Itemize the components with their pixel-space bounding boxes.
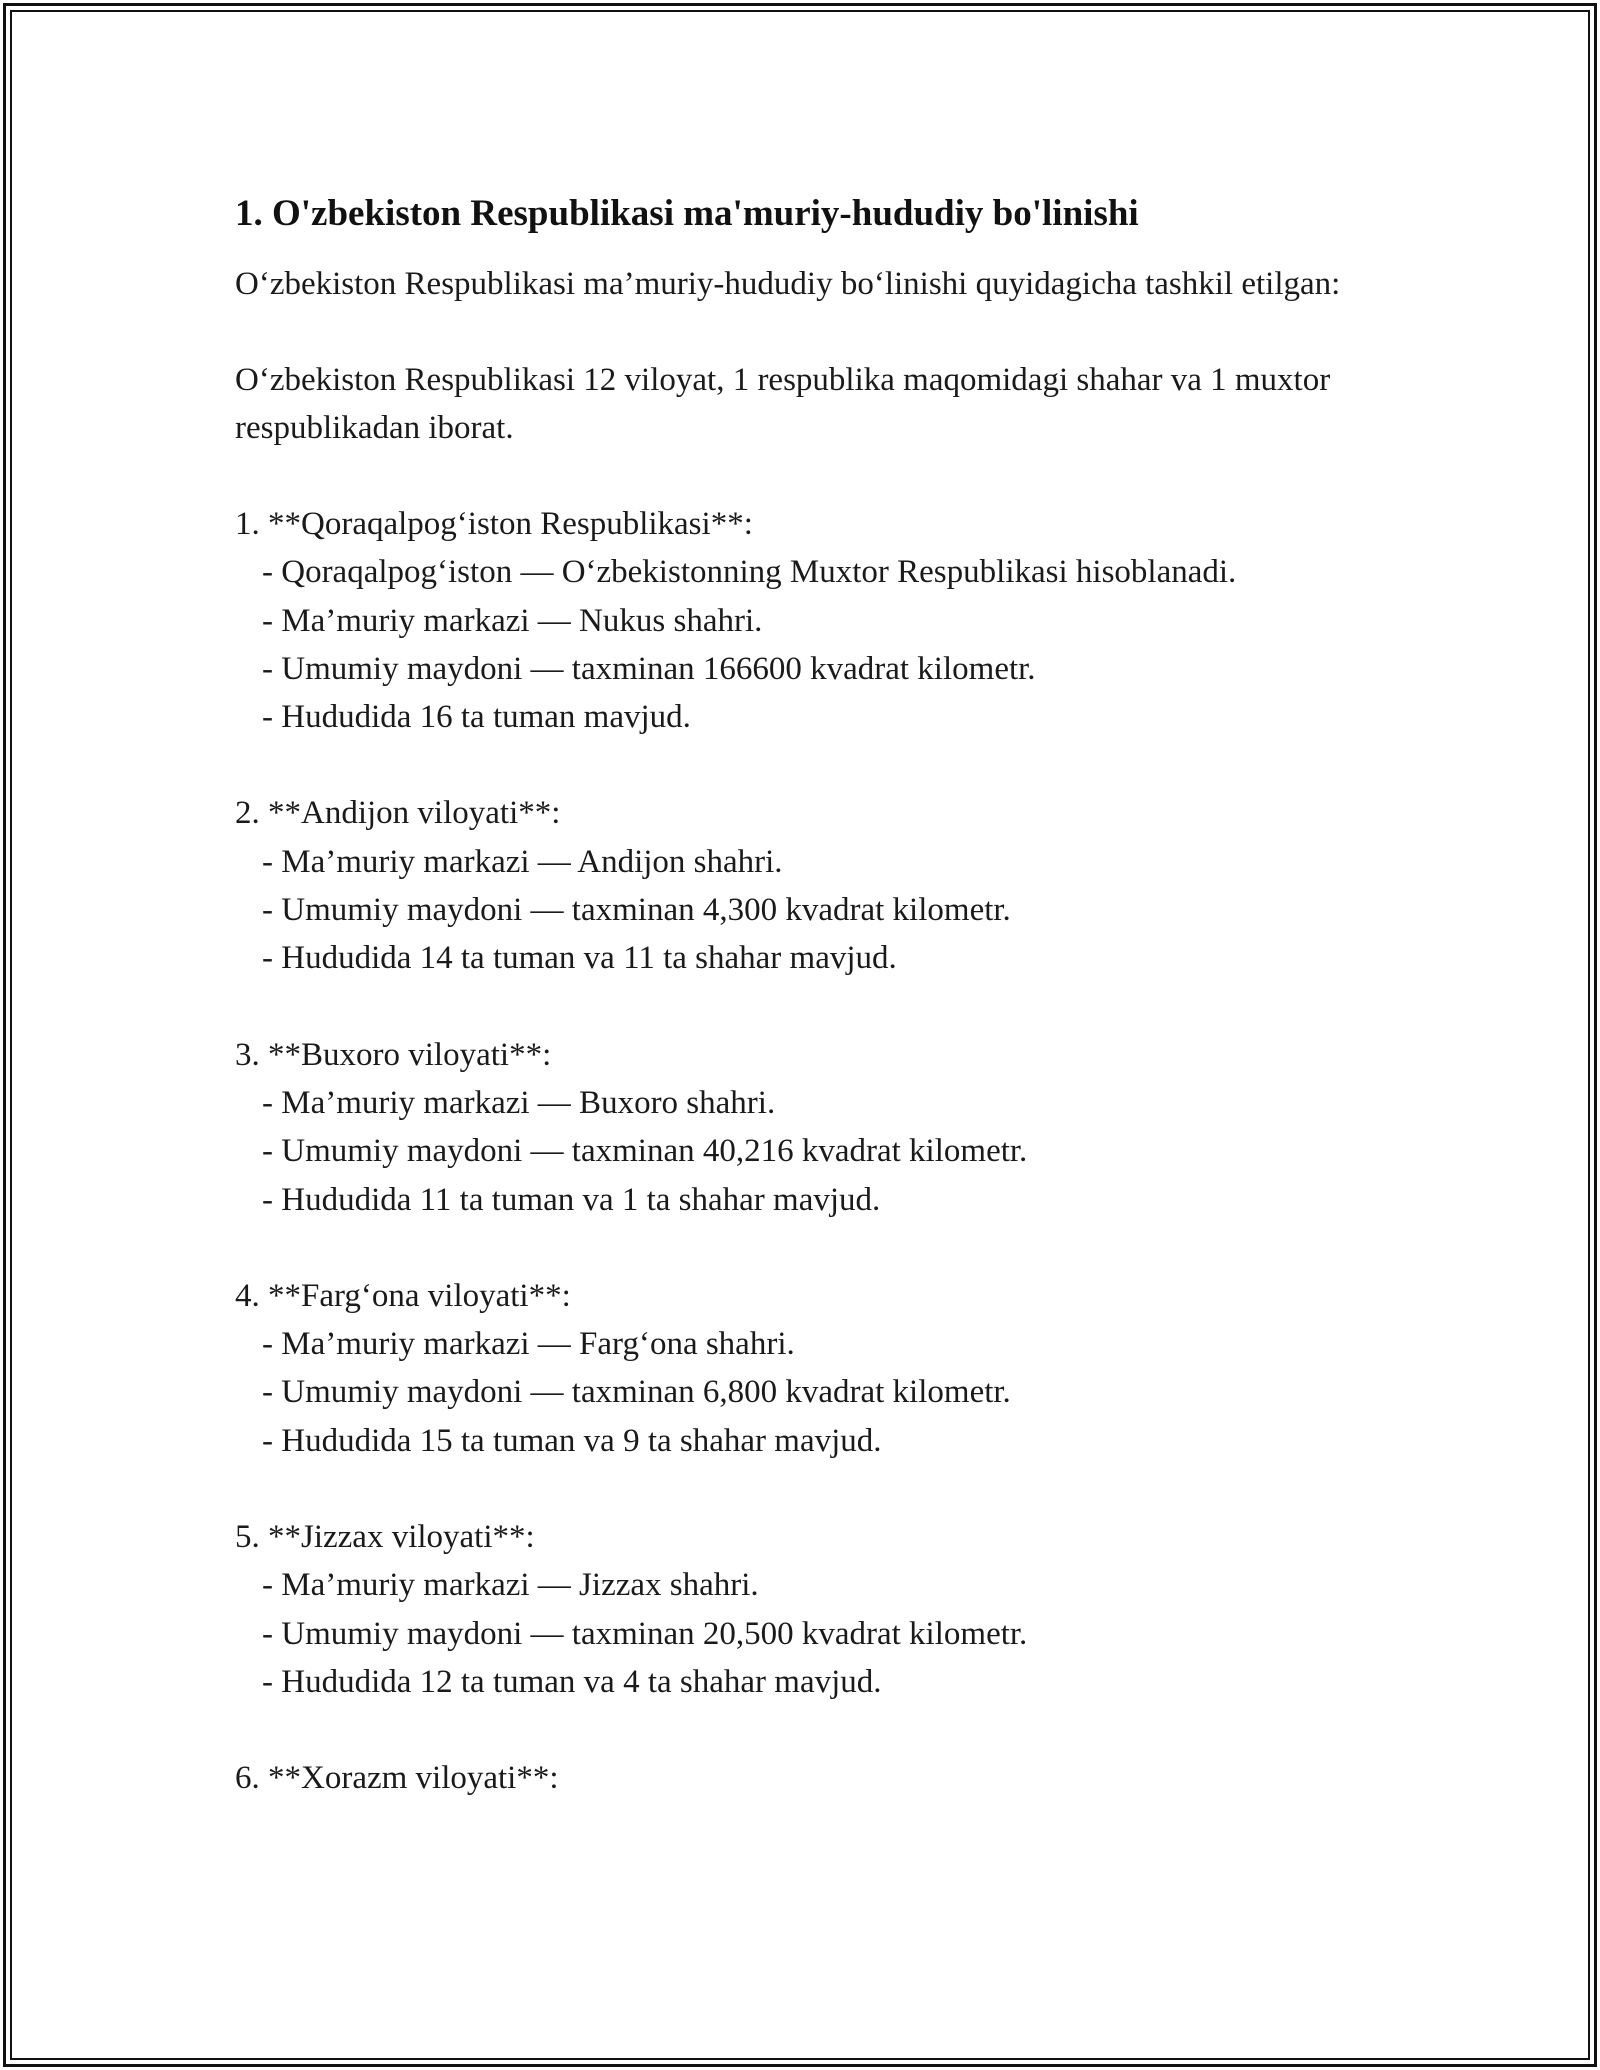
document-title: 1. O'zbekiston Respublikasi ma'muriy-hududiy bo'linishi [235, 193, 1139, 234]
region-detail-line: - Umumiy maydoni — taxminan 20,500 kvadrat kilometr. [262, 1615, 1028, 1652]
region-detail-line: - Hududida 16 ta tuman mavjud. [262, 699, 691, 736]
region-detail-line: - Umumiy maydoni — taxminan 40,216 kvadrat kilometr. [262, 1133, 1028, 1170]
summary-paragraph: O‘zbekiston Respublikasi 12 viloyat, 1 respublika maqomidagi shahar va 1 muxtor respublikadan iborat. [235, 362, 1331, 446]
region-item [235, 500, 1385, 741]
region-detail-line: - Hududida 15 ta tuman va 9 ta shahar mavjud. [262, 1422, 882, 1459]
region-detail-line: - Ma’muriy markazi — Andijon shahri. [262, 843, 783, 880]
region-item [235, 1754, 1385, 1802]
region-detail-line: - Hududida 12 ta tuman va 4 ta shahar mavjud. [262, 1663, 882, 1700]
region-heading: 1. **Qoraqalpog‘iston Respublikasi**: [235, 506, 753, 542]
region-detail-line: - Umumiy maydoni — taxminan 4,300 kvadrat kilometr. [262, 892, 1011, 929]
region-detail-line: - Hududida 11 ta tuman va 1 ta shahar mavjud. [262, 1181, 881, 1218]
region-item [235, 1513, 1385, 1706]
document-body [235, 188, 1385, 1803]
region-item [235, 789, 1385, 982]
region-item [235, 1272, 1385, 1465]
region-detail-line: - Hududida 14 ta tuman va 11 ta shahar mavjud. [262, 940, 897, 977]
region-heading: 6. **Xorazm viloyati**: [235, 1760, 559, 1797]
region-detail-line: - Umumiy maydoni — taxminan 6,800 kvadrat kilometr. [262, 1374, 1011, 1411]
region-detail-line: - Ma’muriy markazi — Farg‘ona shahri. [262, 1326, 795, 1363]
intro-paragraph: O‘zbekiston Respublikasi ma’muriy-hududiy bo‘linishi quyidagicha tashkil etilgan: [235, 266, 1341, 302]
region-heading: 2. **Andijon viloyati**: [235, 795, 561, 832]
region-heading: 4. **Farg‘ona viloyati**: [235, 1277, 571, 1314]
region-detail-line: - Ma’muriy markazi — Buxoro shahri. [262, 1084, 776, 1121]
region-detail-line: - Ma’muriy markazi — Jizzax shahri. [262, 1567, 759, 1604]
region-heading: 3. **Buxoro viloyati**: [235, 1036, 552, 1073]
region-detail-line: - Ma’muriy markazi — Nukus shahri. [262, 602, 763, 639]
region-detail-line: - Umumiy maydoni — taxminan 166600 kvadrat kilometr. [262, 650, 1036, 687]
region-item [235, 1031, 1385, 1224]
region-heading: 5. **Jizzax viloyati**: [235, 1519, 535, 1556]
region-detail-line: - Qoraqalpog‘iston — O‘zbekistonning Muxtor Respublikasi hisoblanadi. [262, 554, 1237, 591]
